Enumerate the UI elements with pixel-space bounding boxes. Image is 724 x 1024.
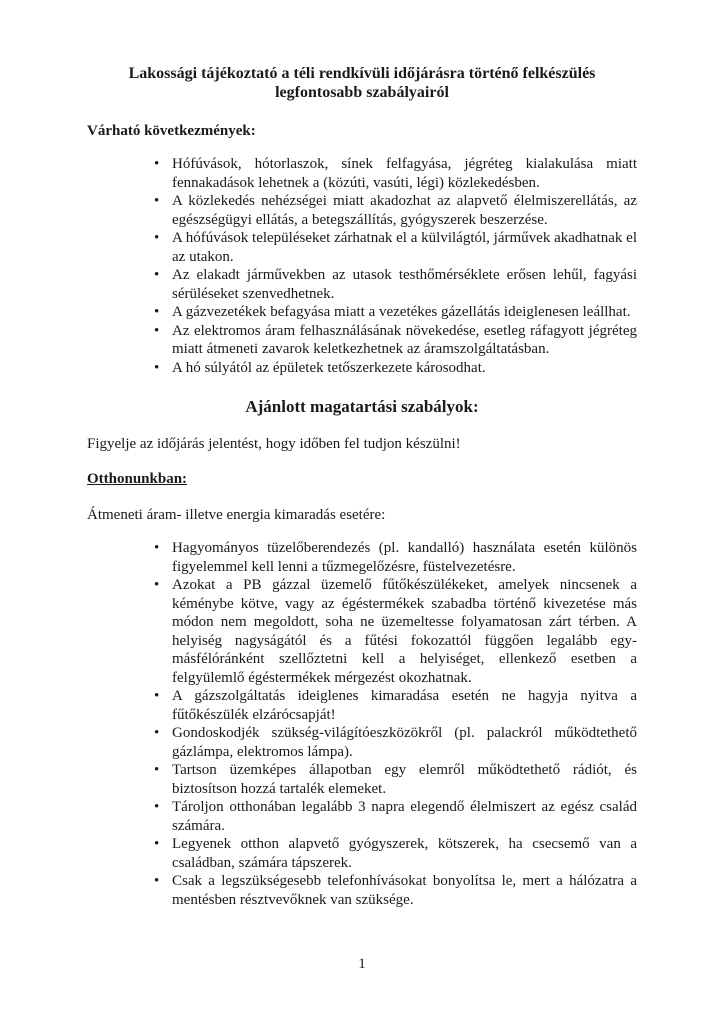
- list-item-text: Tartson üzemképes állapotban egy elemről működtethető rádiót, és biztosítson hozzá tartalék elemeket.: [172, 762, 637, 797]
- document-title: [87, 64, 637, 102]
- list-item: [154, 303, 637, 322]
- bullet-icon: •: [154, 725, 160, 741]
- list-item-text: A hófúvások településeket zárhatnak el a külvilágtól, járművek akadhatnak el az utakon.: [172, 230, 637, 265]
- list-item: [154, 724, 637, 761]
- bullet-icon: •: [154, 836, 160, 852]
- bullet-icon: •: [154, 577, 160, 593]
- bullet-icon: •: [154, 267, 160, 283]
- list-item: [154, 229, 637, 266]
- list-item: [154, 576, 637, 687]
- consequences-heading: Várható következmények:: [87, 123, 256, 139]
- list-item: [154, 322, 637, 359]
- home-heading: Otthonunkban:: [87, 470, 188, 487]
- document-title-line-1: Lakossági tájékoztató a téli rendkívüli időjárásra történő felkészülés: [128, 65, 596, 82]
- list-item-text: Hagyományos tüzelőberendezés (pl. kandalló) használata esetén különös figyelemmel kell lenni a tűzmegelőzésre, füstelvezetésre.: [172, 540, 637, 575]
- list-item-text: Tároljon otthonában legalább 3 napra elegendő élelmiszert az egész család számára.: [172, 799, 637, 834]
- document-title-line-2: legfontosabb szabályairól: [275, 84, 449, 101]
- list-item: [154, 266, 637, 303]
- list-item: [154, 835, 637, 872]
- list-item-text: Hófúvások, hótorlaszok, sínek felfagyása, jégréteg kialakulása miatt fennakadások lehetnek a (közúti, vasúti, légi) közlekedésben.: [172, 156, 637, 191]
- bullet-icon: •: [154, 359, 160, 376]
- list-item: [154, 798, 637, 835]
- list-item: [154, 872, 637, 909]
- list-item-text: A gázvezetékek befagyása miatt a vezetékes gázellátás ideiglenesen leállhat.: [172, 304, 631, 320]
- rules-list: [87, 539, 637, 909]
- bullet-icon: •: [154, 540, 160, 556]
- list-item-text: Gondoskodjék szükség-világítóeszközökről (pl. palackról működtethető gázlámpa, elektromos lámpa).: [172, 725, 637, 760]
- list-item-text: Csak a legszükségesebb telefonhívásokat bonyolítsa le, mert a hálózatra a mentésben résztvevőknek van szüksége.: [172, 873, 637, 908]
- bullet-icon: •: [154, 762, 160, 778]
- list-item-text: A gázszolgáltatás ideiglenes kimaradása esetén ne hagyja nyitva a fűtőkészülék elzárócsapját!: [172, 688, 637, 723]
- list-item: [154, 539, 637, 576]
- list-item-text: Az elakadt járművekben az utasok testhőmérséklete erősen lehűl, fagyási sérüléseket szenvedhetnek.: [172, 267, 637, 302]
- list-item: [154, 687, 637, 724]
- bullet-icon: •: [154, 322, 160, 339]
- list-item: [154, 359, 637, 378]
- list-item-text: Azokat a PB gázzal üzemelő fűtőkészülékeket, amelyek nincsenek a kéménybe kötve, vagy az égéstermékek szabadba történő kivezetése más módon nem megoldott, soha ne üzemeltesse folyamatosan zárt térben. A helyiség nagyságától és a fűtési fokozattól függően legalább egy-másfélóránként szellőztetni kell a helyiséget, ellenkező esetben a felgyülemlő égéstermékek mérgezést okozhatnak.: [172, 577, 637, 686]
- rules-intro: Figyelje az időjárás jelentést, hogy időben fel tudjon készülni!: [87, 436, 461, 452]
- rules-heading: Ajánlott magatartási szabályok:: [245, 397, 479, 416]
- consequences-list: [87, 155, 637, 377]
- list-item: [154, 192, 637, 229]
- bullet-icon: •: [154, 230, 160, 246]
- list-item: [154, 761, 637, 798]
- bullet-icon: •: [154, 156, 160, 172]
- list-item-text: Az elektromos áram felhasználásának növekedése, esetleg ráfagyott jégréteg miatt átmeneti zavarok keletkezhetnek az áramszolgáltatásban.: [172, 322, 637, 357]
- list-item-text: A hó súlyától az épületek tetőszerkezete károsodhat.: [172, 359, 486, 376]
- list-item: [154, 155, 637, 192]
- bullet-icon: •: [154, 193, 160, 209]
- bullet-icon: •: [154, 304, 160, 320]
- bullet-icon: •: [154, 873, 160, 889]
- bullet-icon: •: [154, 688, 160, 704]
- home-intro: Átmeneti áram- illetve energia kimaradás esetére:: [87, 506, 386, 523]
- bullet-icon: •: [154, 799, 160, 815]
- page-number: 1: [358, 956, 366, 972]
- list-item-text: A közlekedés nehézségei miatt akadozhat az alapvető élelmiszerellátás, az egészségügyi ellátás, a betegszállítás, gyógyszerek beszerzése.: [172, 193, 637, 228]
- list-item-text: Legyenek otthon alapvető gyógyszerek, kötszerek, ha csecsemő van a családban, számára tápszerek.: [172, 836, 637, 871]
